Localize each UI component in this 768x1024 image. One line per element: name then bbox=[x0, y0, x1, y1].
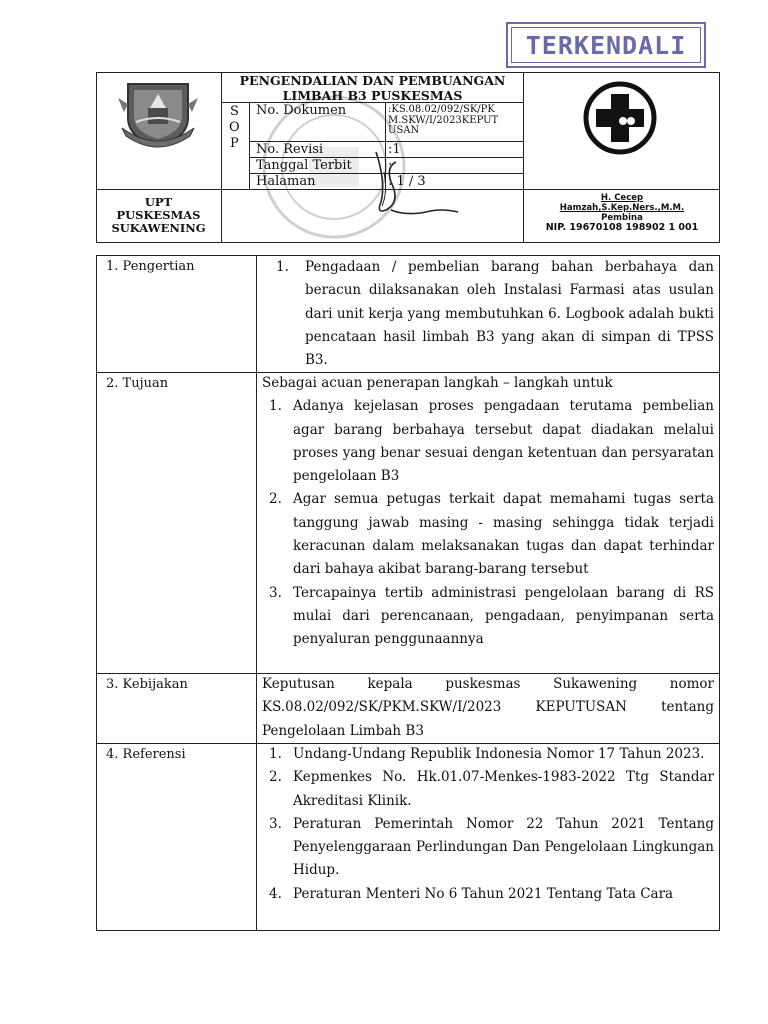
sop-header-table bbox=[96, 72, 720, 243]
signer-nip: NIP. 19670108 198902 1 001 bbox=[545, 222, 699, 233]
section-label-pengertian: 1. Pengertian bbox=[106, 259, 195, 274]
signer-name-line1: H. Cecep bbox=[600, 193, 644, 203]
list-item: 3. Peraturan Pemerintah Nomor 22 Tahun 2021 Tentang Penyelenggaraan Perlindungan Dan Pengelolaan Lingkungan Hidup. bbox=[269, 815, 714, 879]
list-item: 3. Tercapainya tertib administrasi pengelolaan barang di RS mulai dari perencanaan, pengadaan, penyimpanan serta penyaluran penggunaannya bbox=[269, 584, 714, 648]
signer-role: Pembina bbox=[601, 213, 643, 223]
signer-name-line2: Hamzah,S.Kep.Ners.,M.M. bbox=[559, 203, 685, 213]
section-label-kebijakan: 3. Kebijakan bbox=[106, 677, 188, 692]
title-line-1: PENGENDALIAN DAN PEMBUANGAN bbox=[239, 73, 506, 88]
issue-date-label: Tanggal Terbit bbox=[256, 158, 352, 173]
section-body-kebijakan: Keputusan kepala puskesmas Sukawening nomor KS.08.02/092/SK/PKM.SKW/I/2023 KEPUTUSAN tentang Pengelolaan Limbah B3 bbox=[262, 676, 714, 739]
page-value: : 1 / 3 bbox=[388, 174, 426, 189]
org-name: UPT PUSKESMAS SUKAWENING bbox=[111, 195, 206, 235]
list-item: 1. Pengadaan / pembelian barang bahan berbahaya dan beracun dilaksanakan oleh Instalasi Farmasi atas usulan dari unit kerja yang membutuhkan 6. Logbook adalah bukti pencataan hasil limbah B3 yang akan di simpan di TPSS B3. bbox=[276, 259, 714, 369]
district-logo bbox=[118, 78, 198, 154]
section-label-tujuan: 2. Tujuan bbox=[106, 376, 169, 391]
signer-block bbox=[524, 193, 720, 233]
sop-letter-o: O bbox=[229, 120, 240, 135]
section-body-pengertian bbox=[262, 256, 714, 372]
list-item: 1. Undang-Undang Republik Indonesia Nomor 17 Tahun 2023. bbox=[269, 746, 705, 762]
terkendali-stamp bbox=[506, 22, 706, 68]
sop-letter-p: P bbox=[230, 136, 239, 151]
section-label-referensi: 4. Referensi bbox=[106, 747, 186, 762]
page-label: Halaman bbox=[256, 174, 316, 189]
list-item: 4. Peraturan Menteri No 6 Tahun 2021 Tentang Tata Cara bbox=[269, 885, 674, 902]
section-body-tujuan bbox=[262, 372, 714, 652]
list-item: 1. Adanya kejelasan proses pengadaan terutama pembelian agar barang berbahaya tersebut dapat diadakan melalui proses yang benar sesuai dengan ketentuan dan persyaratan pengelolaan B3 bbox=[269, 398, 714, 485]
section-body-referensi bbox=[262, 743, 714, 906]
sop-content-table bbox=[96, 255, 720, 931]
sop-letter-s: S bbox=[230, 104, 239, 119]
section-intro: Sebagai acuan penerapan langkah – langkah untuk bbox=[262, 375, 613, 391]
list-item: 2. Kepmenkes No. Hk.01.07-Menkes-1983-2022 Ttg Standar Akreditasi Klinik. bbox=[269, 769, 714, 809]
health-cross-logo bbox=[582, 80, 658, 160]
title-line-2: LIMBAH B3 PUSKESMAS bbox=[282, 88, 463, 103]
doc-number-value: :KS.08.02/092/SK/PK M.SKW/I/2023KEPUT USAN bbox=[388, 104, 499, 136]
issue-date-value: : bbox=[388, 158, 393, 173]
stamp-text: TERKENDALI bbox=[511, 27, 701, 63]
list-item: 2. Agar semua petugas terkait dapat memahami tugas serta tanggung jawab masing - masing sehingga tidak terjadi keracunan dalam melaksanakan tugas dan dapat terhindar dari bahaya akibat barang-barang tersebut bbox=[269, 491, 714, 578]
doc-number-label: No. Dokumen bbox=[256, 103, 347, 118]
signature bbox=[346, 142, 466, 226]
revision-value: :1 bbox=[388, 142, 401, 157]
revision-label: No. Revisi bbox=[256, 142, 324, 157]
